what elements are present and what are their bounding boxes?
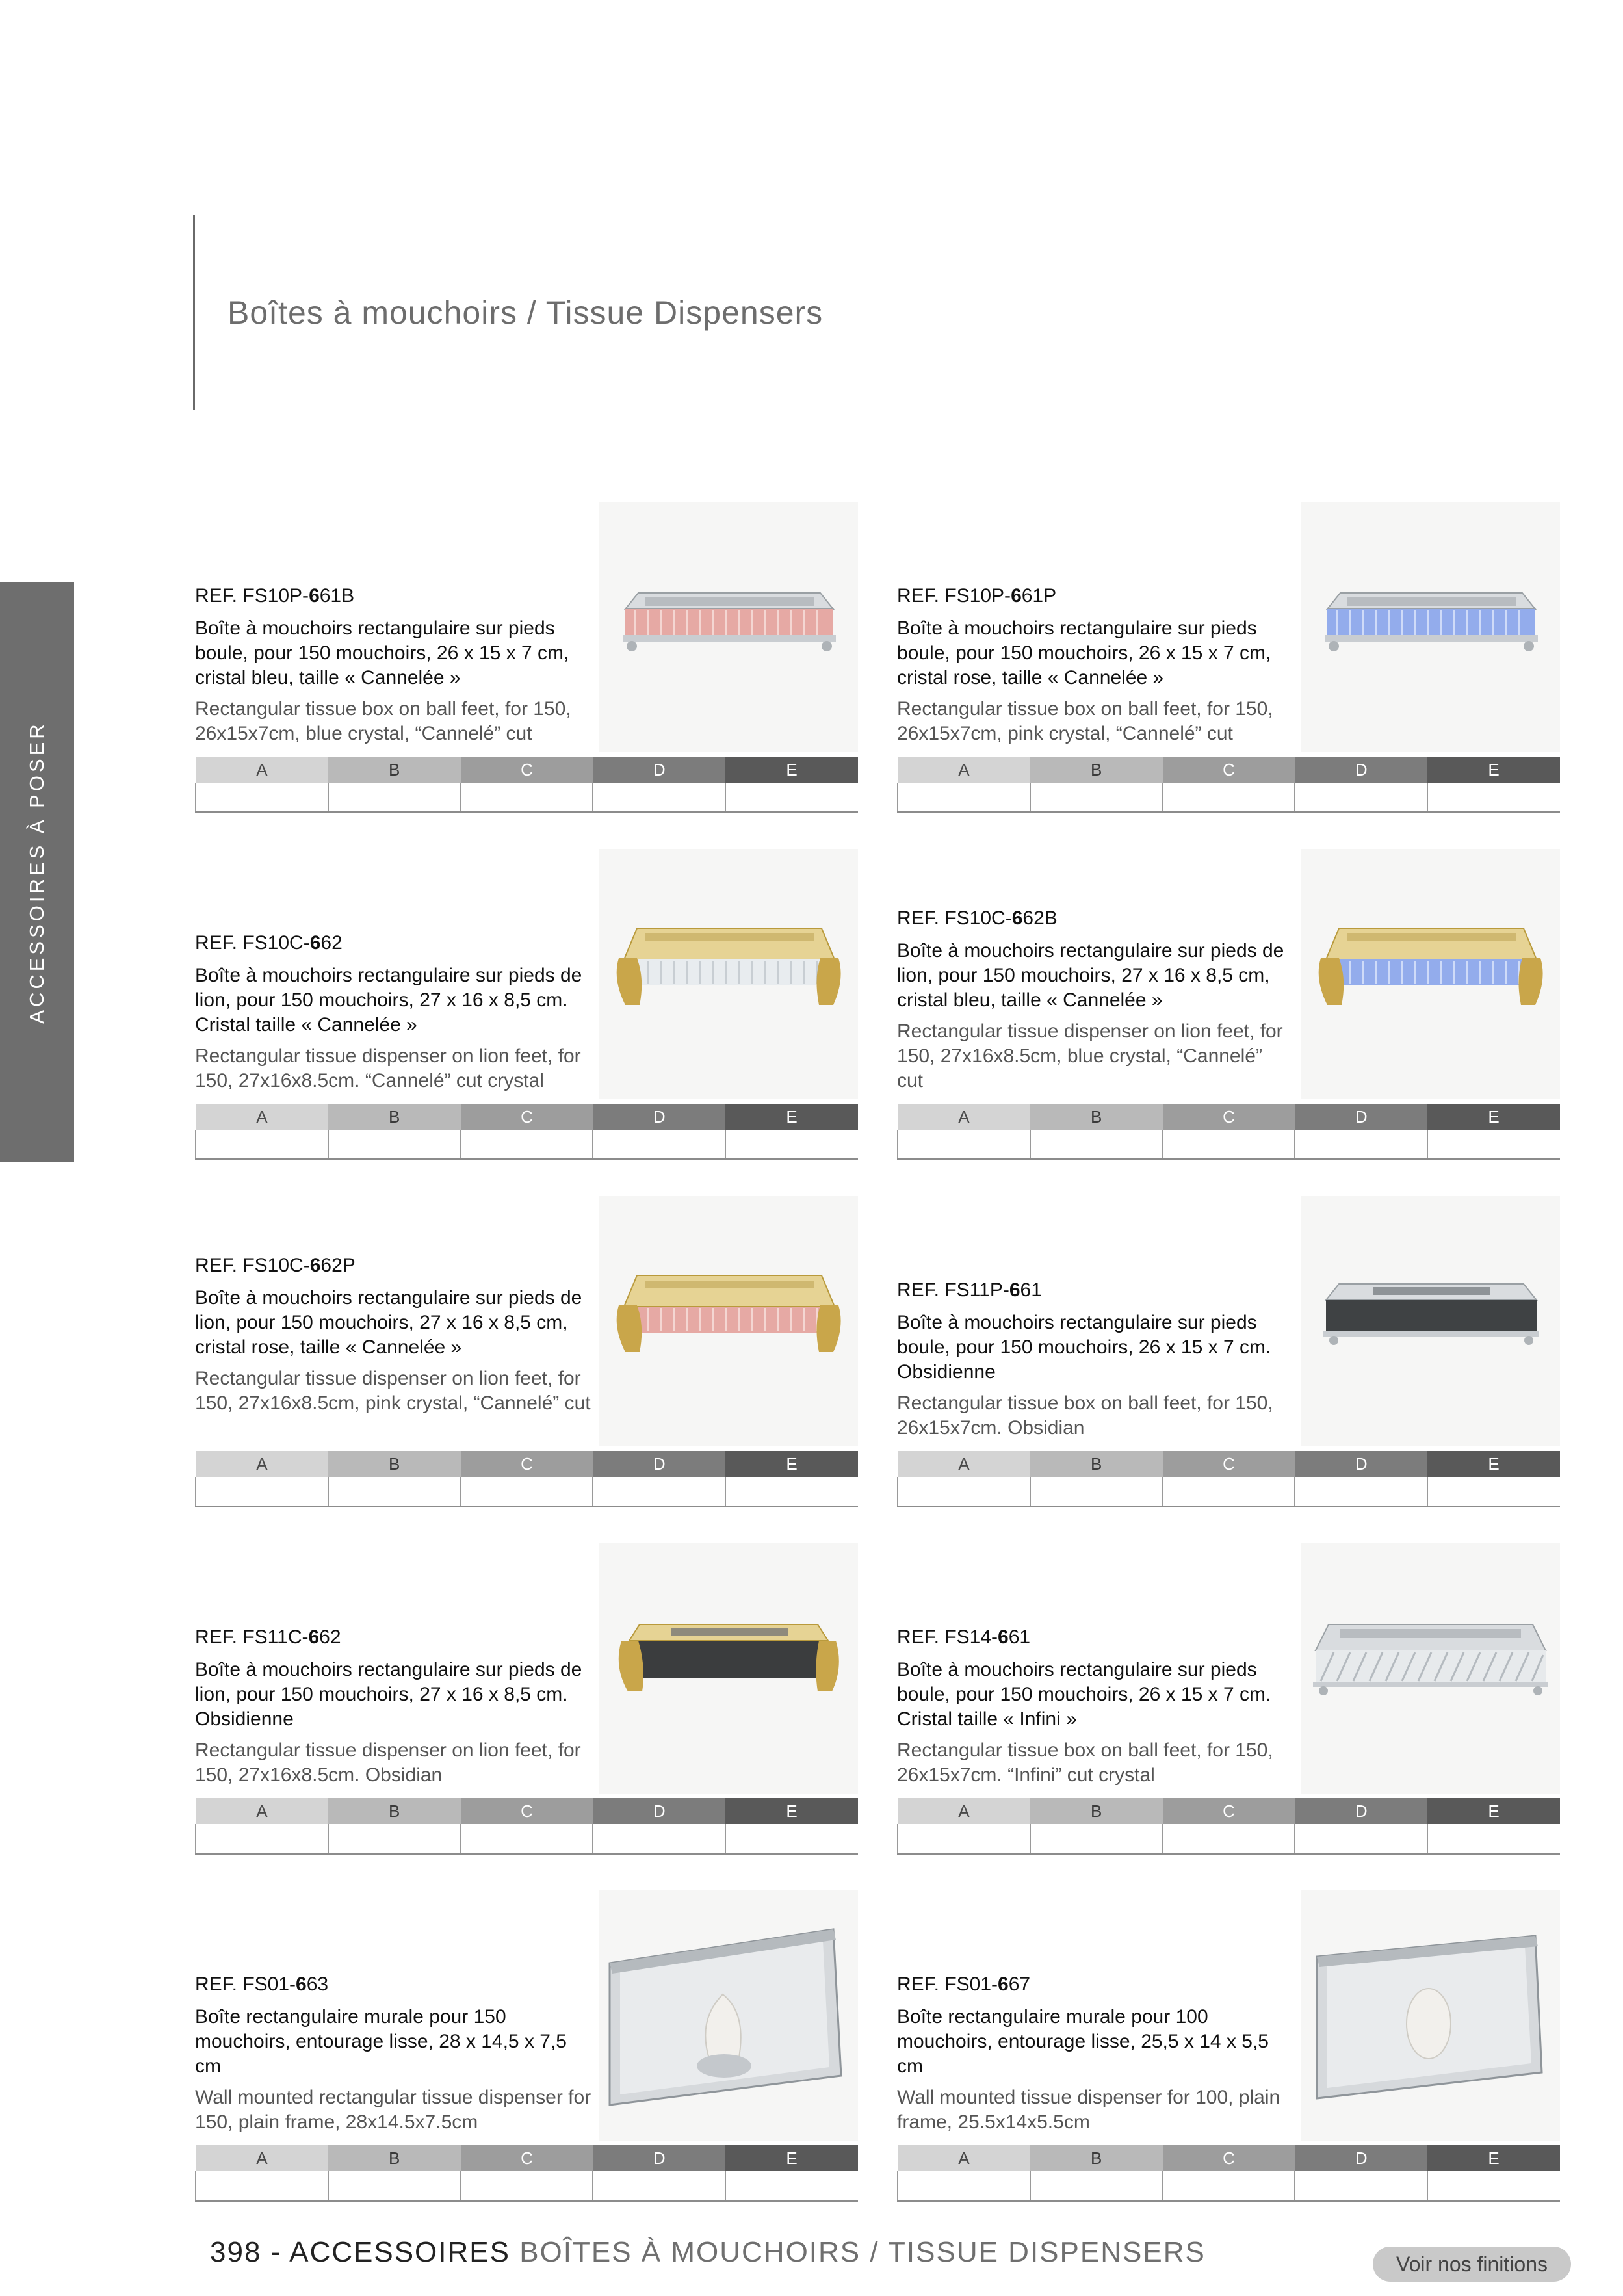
finish-cell-a bbox=[898, 1477, 1030, 1507]
page-number: 398 bbox=[210, 2236, 262, 2268]
product-card bbox=[897, 502, 1560, 846]
product-photo bbox=[599, 502, 858, 752]
product-description-fr: Boîte à mouchoirs rectangulaire sur pieds boule, pour 150 mouchoirs, 26 x 15 x 7 cm. Obsidienne bbox=[897, 1312, 1271, 1383]
finish-header-b: B bbox=[328, 2145, 461, 2171]
product-ref: REF. FS01-663 bbox=[195, 1974, 329, 1995]
finish-header-d: D bbox=[1295, 1451, 1427, 1477]
finish-cell-a bbox=[196, 2171, 328, 2201]
finish-cell-c bbox=[1163, 1824, 1295, 1854]
product-ref: REF. FS10C-662 bbox=[195, 932, 343, 954]
finish-header-e: E bbox=[1427, 757, 1560, 783]
finish-table bbox=[195, 757, 858, 813]
finish-cell-d bbox=[1295, 1130, 1427, 1160]
product-ref: REF. FS10P-661P bbox=[897, 585, 1057, 607]
finish-header-c: C bbox=[1163, 757, 1295, 783]
finish-header-d: D bbox=[593, 1451, 725, 1477]
finish-cell-a bbox=[196, 1130, 328, 1160]
product-description-en: Rectangular tissue box on ball feet, for 150, 26x15x7cm, pink crystal, “Cannelé” cut bbox=[897, 698, 1273, 744]
finish-cell-a bbox=[196, 1477, 328, 1507]
product-description-fr: Boîte à mouchoirs rectangulaire sur pieds boule, pour 150 mouchoirs, 26 x 15 x 7 cm. Cristal taille « Infini » bbox=[897, 1659, 1271, 1730]
product-description-en: Rectangular tissue box on ball feet, for 150, 26x15x7cm, blue crystal, “Cannelé” cut bbox=[195, 698, 571, 744]
product-ref: REF. FS11P-661 bbox=[897, 1279, 1042, 1301]
finish-header-e: E bbox=[725, 1451, 858, 1477]
product-description-en: Wall mounted rectangular tissue dispenser for 150, plain frame, 28x14.5x7.5cm bbox=[195, 2087, 591, 2133]
finish-table bbox=[897, 2145, 1560, 2202]
finish-header-e: E bbox=[1427, 2145, 1560, 2171]
product-description-fr: Boîte à mouchoirs rectangulaire sur pieds de lion, pour 150 mouchoirs, 27 x 16 x 8,5 cm, cristal rose, taille « Cannelée » bbox=[195, 1287, 582, 1358]
finish-cell-c bbox=[1163, 2171, 1295, 2201]
product-description-fr: Boîte à mouchoirs rectangulaire sur pieds de lion, pour 150 mouchoirs, 27 x 16 x 8,5 cm. Obsidienne bbox=[195, 1659, 582, 1730]
finish-header-c: C bbox=[1163, 1104, 1295, 1130]
finish-cell-e bbox=[1427, 2171, 1560, 2201]
finish-header-b: B bbox=[1030, 2145, 1163, 2171]
finish-header-b: B bbox=[1030, 1104, 1163, 1130]
product-card bbox=[195, 849, 858, 1194]
product-description-fr: Boîte à mouchoirs rectangulaire sur pieds de lion, pour 150 mouchoirs, 27 x 16 x 8,5 cm. Cristal taille « Cannelée » bbox=[195, 965, 582, 1036]
product-photo bbox=[1301, 1543, 1560, 1794]
finish-cell-c bbox=[461, 1130, 593, 1160]
product-card bbox=[897, 1196, 1560, 1541]
finish-table bbox=[897, 1104, 1560, 1160]
product-card bbox=[195, 1890, 858, 2235]
product-ref: REF. FS01-667 bbox=[897, 1974, 1031, 1995]
finish-table bbox=[195, 1104, 858, 1160]
product-card bbox=[195, 1196, 858, 1541]
side-tab-label: ACCESSOIRES À POSER bbox=[25, 721, 48, 1024]
product-ref: REF. FS10C-662B bbox=[897, 907, 1058, 929]
finish-header-e: E bbox=[725, 757, 858, 783]
finish-cell-c bbox=[461, 1824, 593, 1854]
finish-header-a: A bbox=[898, 757, 1030, 783]
finish-cell-c bbox=[461, 783, 593, 813]
finish-cell-a bbox=[898, 783, 1030, 813]
finish-header-c: C bbox=[461, 1798, 593, 1824]
finish-header-e: E bbox=[725, 1104, 858, 1130]
finish-header-a: A bbox=[196, 757, 328, 783]
finish-header-d: D bbox=[593, 1798, 725, 1824]
finish-header-b: B bbox=[328, 1798, 461, 1824]
finish-cell-c bbox=[1163, 783, 1295, 813]
product-photo bbox=[1301, 1890, 1560, 2141]
finish-cell-d bbox=[1295, 2171, 1427, 2201]
finish-table bbox=[897, 1451, 1560, 1507]
finish-cell-c bbox=[461, 1477, 593, 1507]
finish-header-a: A bbox=[898, 1104, 1030, 1130]
finish-header-a: A bbox=[898, 1451, 1030, 1477]
finish-cell-b bbox=[1030, 1130, 1163, 1160]
finish-cell-d bbox=[1295, 1477, 1427, 1507]
finish-header-d: D bbox=[1295, 1104, 1427, 1130]
product-description-fr: Boîte à mouchoirs rectangulaire sur pieds de lion, pour 150 mouchoirs, 27 x 16 x 8,5 cm, cristal bleu, taille « Cannelée » bbox=[897, 940, 1284, 1011]
finish-cell-c bbox=[461, 2171, 593, 2201]
finish-header-e: E bbox=[725, 1798, 858, 1824]
finish-header-a: A bbox=[898, 1798, 1030, 1824]
finish-cell-b bbox=[1030, 1477, 1163, 1507]
finish-header-c: C bbox=[461, 2145, 593, 2171]
finish-header-d: D bbox=[1295, 1798, 1427, 1824]
product-card bbox=[897, 849, 1560, 1194]
view-finishes-button[interactable]: Voir nos finitions bbox=[1373, 2247, 1571, 2282]
finish-header-d: D bbox=[593, 2145, 725, 2171]
finish-cell-b bbox=[1030, 2171, 1163, 2201]
product-description-en: Wall mounted tissue dispenser for 100, plain frame, 25.5x14x5.5cm bbox=[897, 2087, 1280, 2133]
product-photo bbox=[1301, 1196, 1560, 1446]
finish-cell-a bbox=[196, 1824, 328, 1854]
finish-cell-a bbox=[898, 1130, 1030, 1160]
finish-cell-b bbox=[328, 1130, 461, 1160]
product-card bbox=[195, 1543, 858, 1888]
product-photo bbox=[599, 1196, 858, 1446]
finish-header-c: C bbox=[1163, 1451, 1295, 1477]
finish-header-e: E bbox=[725, 2145, 858, 2171]
product-photo bbox=[1301, 502, 1560, 752]
finish-table bbox=[195, 2145, 858, 2202]
page-title: Boîtes à mouchoirs / Tissue Dispensers bbox=[227, 294, 824, 331]
product-ref: REF. FS11C-662 bbox=[195, 1626, 341, 1648]
finish-cell-e bbox=[725, 783, 858, 813]
product-photo bbox=[1301, 849, 1560, 1099]
finish-header-c: C bbox=[1163, 2145, 1295, 2171]
footer-section: ACCESSOIRES bbox=[289, 2236, 510, 2268]
finish-cell-e bbox=[1427, 1824, 1560, 1854]
product-description-fr: Boîte à mouchoirs rectangulaire sur pieds boule, pour 150 mouchoirs, 26 x 15 x 7 cm, cristal bleu, taille « Cannelée » bbox=[195, 618, 569, 688]
finish-cell-e bbox=[725, 2171, 858, 2201]
finish-header-c: C bbox=[1163, 1798, 1295, 1824]
finish-cell-d bbox=[593, 783, 725, 813]
finish-cell-e bbox=[1427, 1130, 1560, 1160]
footer-subsection: BOÎTES À MOUCHOIRS / TISSUE DISPENSERS bbox=[510, 2236, 1206, 2268]
footer-separator: - bbox=[261, 2236, 290, 2268]
finish-table bbox=[195, 1798, 858, 1855]
finish-cell-b bbox=[328, 2171, 461, 2201]
product-ref: REF. FS10C-662P bbox=[195, 1255, 356, 1276]
finish-header-e: E bbox=[1427, 1451, 1560, 1477]
finish-header-a: A bbox=[898, 2145, 1030, 2171]
finish-header-c: C bbox=[461, 757, 593, 783]
finish-table bbox=[897, 1798, 1560, 1855]
finish-cell-c bbox=[1163, 1130, 1295, 1160]
finish-header-e: E bbox=[1427, 1798, 1560, 1824]
product-description-en: Rectangular tissue box on ball feet, for 150, 26x15x7cm. Obsidian bbox=[897, 1392, 1273, 1439]
finish-header-b: B bbox=[1030, 757, 1163, 783]
product-card bbox=[195, 502, 858, 846]
finish-header-c: C bbox=[461, 1104, 593, 1130]
finish-cell-a bbox=[196, 783, 328, 813]
finish-cell-d bbox=[593, 1130, 725, 1160]
finish-header-a: A bbox=[196, 1104, 328, 1130]
page-footer bbox=[210, 2236, 1206, 2269]
finish-cell-c bbox=[1163, 1477, 1295, 1507]
product-description-fr: Boîte à mouchoirs rectangulaire sur pieds boule, pour 150 mouchoirs, 26 x 15 x 7 cm, cristal rose, taille « Cannelée » bbox=[897, 618, 1271, 688]
finish-header-b: B bbox=[328, 1451, 461, 1477]
finish-header-d: D bbox=[593, 1104, 725, 1130]
finish-cell-d bbox=[593, 1824, 725, 1854]
finish-table bbox=[897, 757, 1560, 813]
product-photo bbox=[599, 849, 858, 1099]
finish-header-e: E bbox=[1427, 1104, 1560, 1130]
finish-cell-e bbox=[725, 1130, 858, 1160]
product-description-fr: Boîte rectangulaire murale pour 150 mouchoirs, entourage lisse, 28 x 14,5 x 7,5 cm bbox=[195, 2006, 567, 2077]
finish-cell-a bbox=[898, 1824, 1030, 1854]
finish-header-b: B bbox=[1030, 1451, 1163, 1477]
product-ref: REF. FS14-661 bbox=[897, 1626, 1031, 1648]
finish-cell-b bbox=[1030, 783, 1163, 813]
finish-cell-d bbox=[593, 2171, 725, 2201]
product-description-en: Rectangular tissue dispenser on lion feet, for 150, 27x16x8.5cm, pink crystal, “Cannelé” cut bbox=[195, 1368, 591, 1414]
product-description-fr: Boîte rectangulaire murale pour 100 mouchoirs, entourage lisse, 25,5 x 14 x 5,5 cm bbox=[897, 2006, 1269, 2077]
finish-header-a: A bbox=[196, 2145, 328, 2171]
finish-cell-d bbox=[1295, 783, 1427, 813]
finish-cell-b bbox=[328, 1824, 461, 1854]
finish-cell-e bbox=[1427, 783, 1560, 813]
finish-cell-d bbox=[593, 1477, 725, 1507]
product-description-en: Rectangular tissue dispenser on lion feet, for 150, 27x16x8.5cm. “Cannelé” cut crystal bbox=[195, 1045, 581, 1091]
product-card bbox=[897, 1890, 1560, 2235]
finish-header-d: D bbox=[1295, 2145, 1427, 2171]
product-photo bbox=[599, 1543, 858, 1794]
finish-header-b: B bbox=[328, 1104, 461, 1130]
finish-header-d: D bbox=[593, 757, 725, 783]
product-description-en: Rectangular tissue dispenser on lion feet, for 150, 27x16x8.5cm. Obsidian bbox=[195, 1740, 581, 1786]
product-ref: REF. FS10P-661B bbox=[195, 585, 355, 607]
product-description-en: Rectangular tissue box on ball feet, for 150, 26x15x7cm. “Infini” cut crystal bbox=[897, 1740, 1273, 1786]
finish-cell-e bbox=[1427, 1477, 1560, 1507]
finish-cell-b bbox=[1030, 1824, 1163, 1854]
product-photo bbox=[599, 1890, 858, 2141]
finish-header-a: A bbox=[196, 1451, 328, 1477]
finish-cell-b bbox=[328, 1477, 461, 1507]
finish-header-b: B bbox=[1030, 1798, 1163, 1824]
finish-cell-d bbox=[1295, 1824, 1427, 1854]
product-description-en: Rectangular tissue dispenser on lion feet, for 150, 27x16x8.5cm, blue crystal, “Cannelé” cut bbox=[897, 1021, 1283, 1091]
finish-cell-b bbox=[328, 783, 461, 813]
side-tab bbox=[0, 582, 74, 1162]
finish-header-a: A bbox=[196, 1798, 328, 1824]
finish-table bbox=[195, 1451, 858, 1507]
product-card bbox=[897, 1543, 1560, 1888]
finish-cell-a bbox=[898, 2171, 1030, 2201]
finish-header-b: B bbox=[328, 757, 461, 783]
finish-header-c: C bbox=[461, 1451, 593, 1477]
finish-cell-e bbox=[725, 1824, 858, 1854]
title-rule bbox=[193, 215, 195, 410]
finish-header-d: D bbox=[1295, 757, 1427, 783]
finish-cell-e bbox=[725, 1477, 858, 1507]
